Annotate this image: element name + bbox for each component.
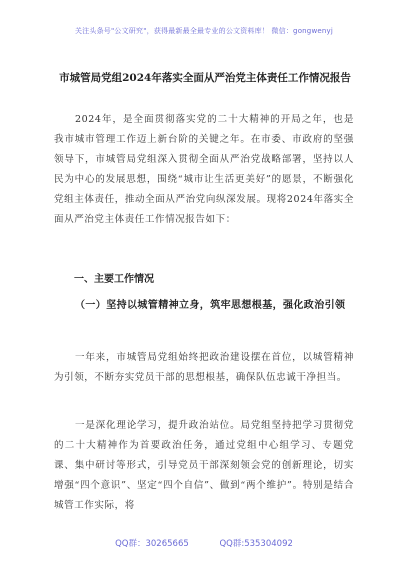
footer-qq-1: QQ群：30265665 xyxy=(115,539,189,549)
document-title: 市城管局党组2024年落实全面从严治党主体责任工作情况报告 xyxy=(59,72,351,84)
footer-contact xyxy=(0,537,408,549)
intro-paragraph: 2024年，是全面贯彻落实党的二十大精神的开局之年，也是我市城市管理工作迈上新台阶的关键之年。在市委、市政府的坚强领导下，市城管局党组深入贯彻全面从严治党战略部署，坚持以人民为中心的发展思想，围绕“城市让生活更美好”的愿景，不断强化党组主体责任，推动全面从严治党向纵深发展。现将2024年落实全面从严治党主体责任工作情况报告如下： xyxy=(54,114,354,225)
promo-banner: 关注头条号"公文研究"，获得最新最全最专业的公文资料库！ 微信：gongwenyj xyxy=(74,27,334,35)
section-heading-1: 一、主要工作情况 xyxy=(74,274,154,285)
paragraph-1: 一年来，市城管局党组始终把政治建设摆在首位，以城管精神为引领，不断夯实党员干部的思想根基，确保队伍忠诚干净担当。 xyxy=(54,352,354,383)
footer-qq-2: QQ群:535304092 xyxy=(219,539,293,549)
paragraph-2: 一是深化理论学习，提升政治站位。局党组坚持把学习贯彻党的二十大精神作为首要政治任务，通过党组中心组学习、专题党课、集中研讨等形式，引导党员干部深刻领会党的创新理论，切实增强“四个意识”、坚定“四个自信”、做到“两个维护”。特别是结合城管工作实际，将 xyxy=(54,420,354,511)
subsection-heading-1: （一）坚持以城管精神立身，筑牢思想根基，强化政治引领 xyxy=(75,300,346,311)
